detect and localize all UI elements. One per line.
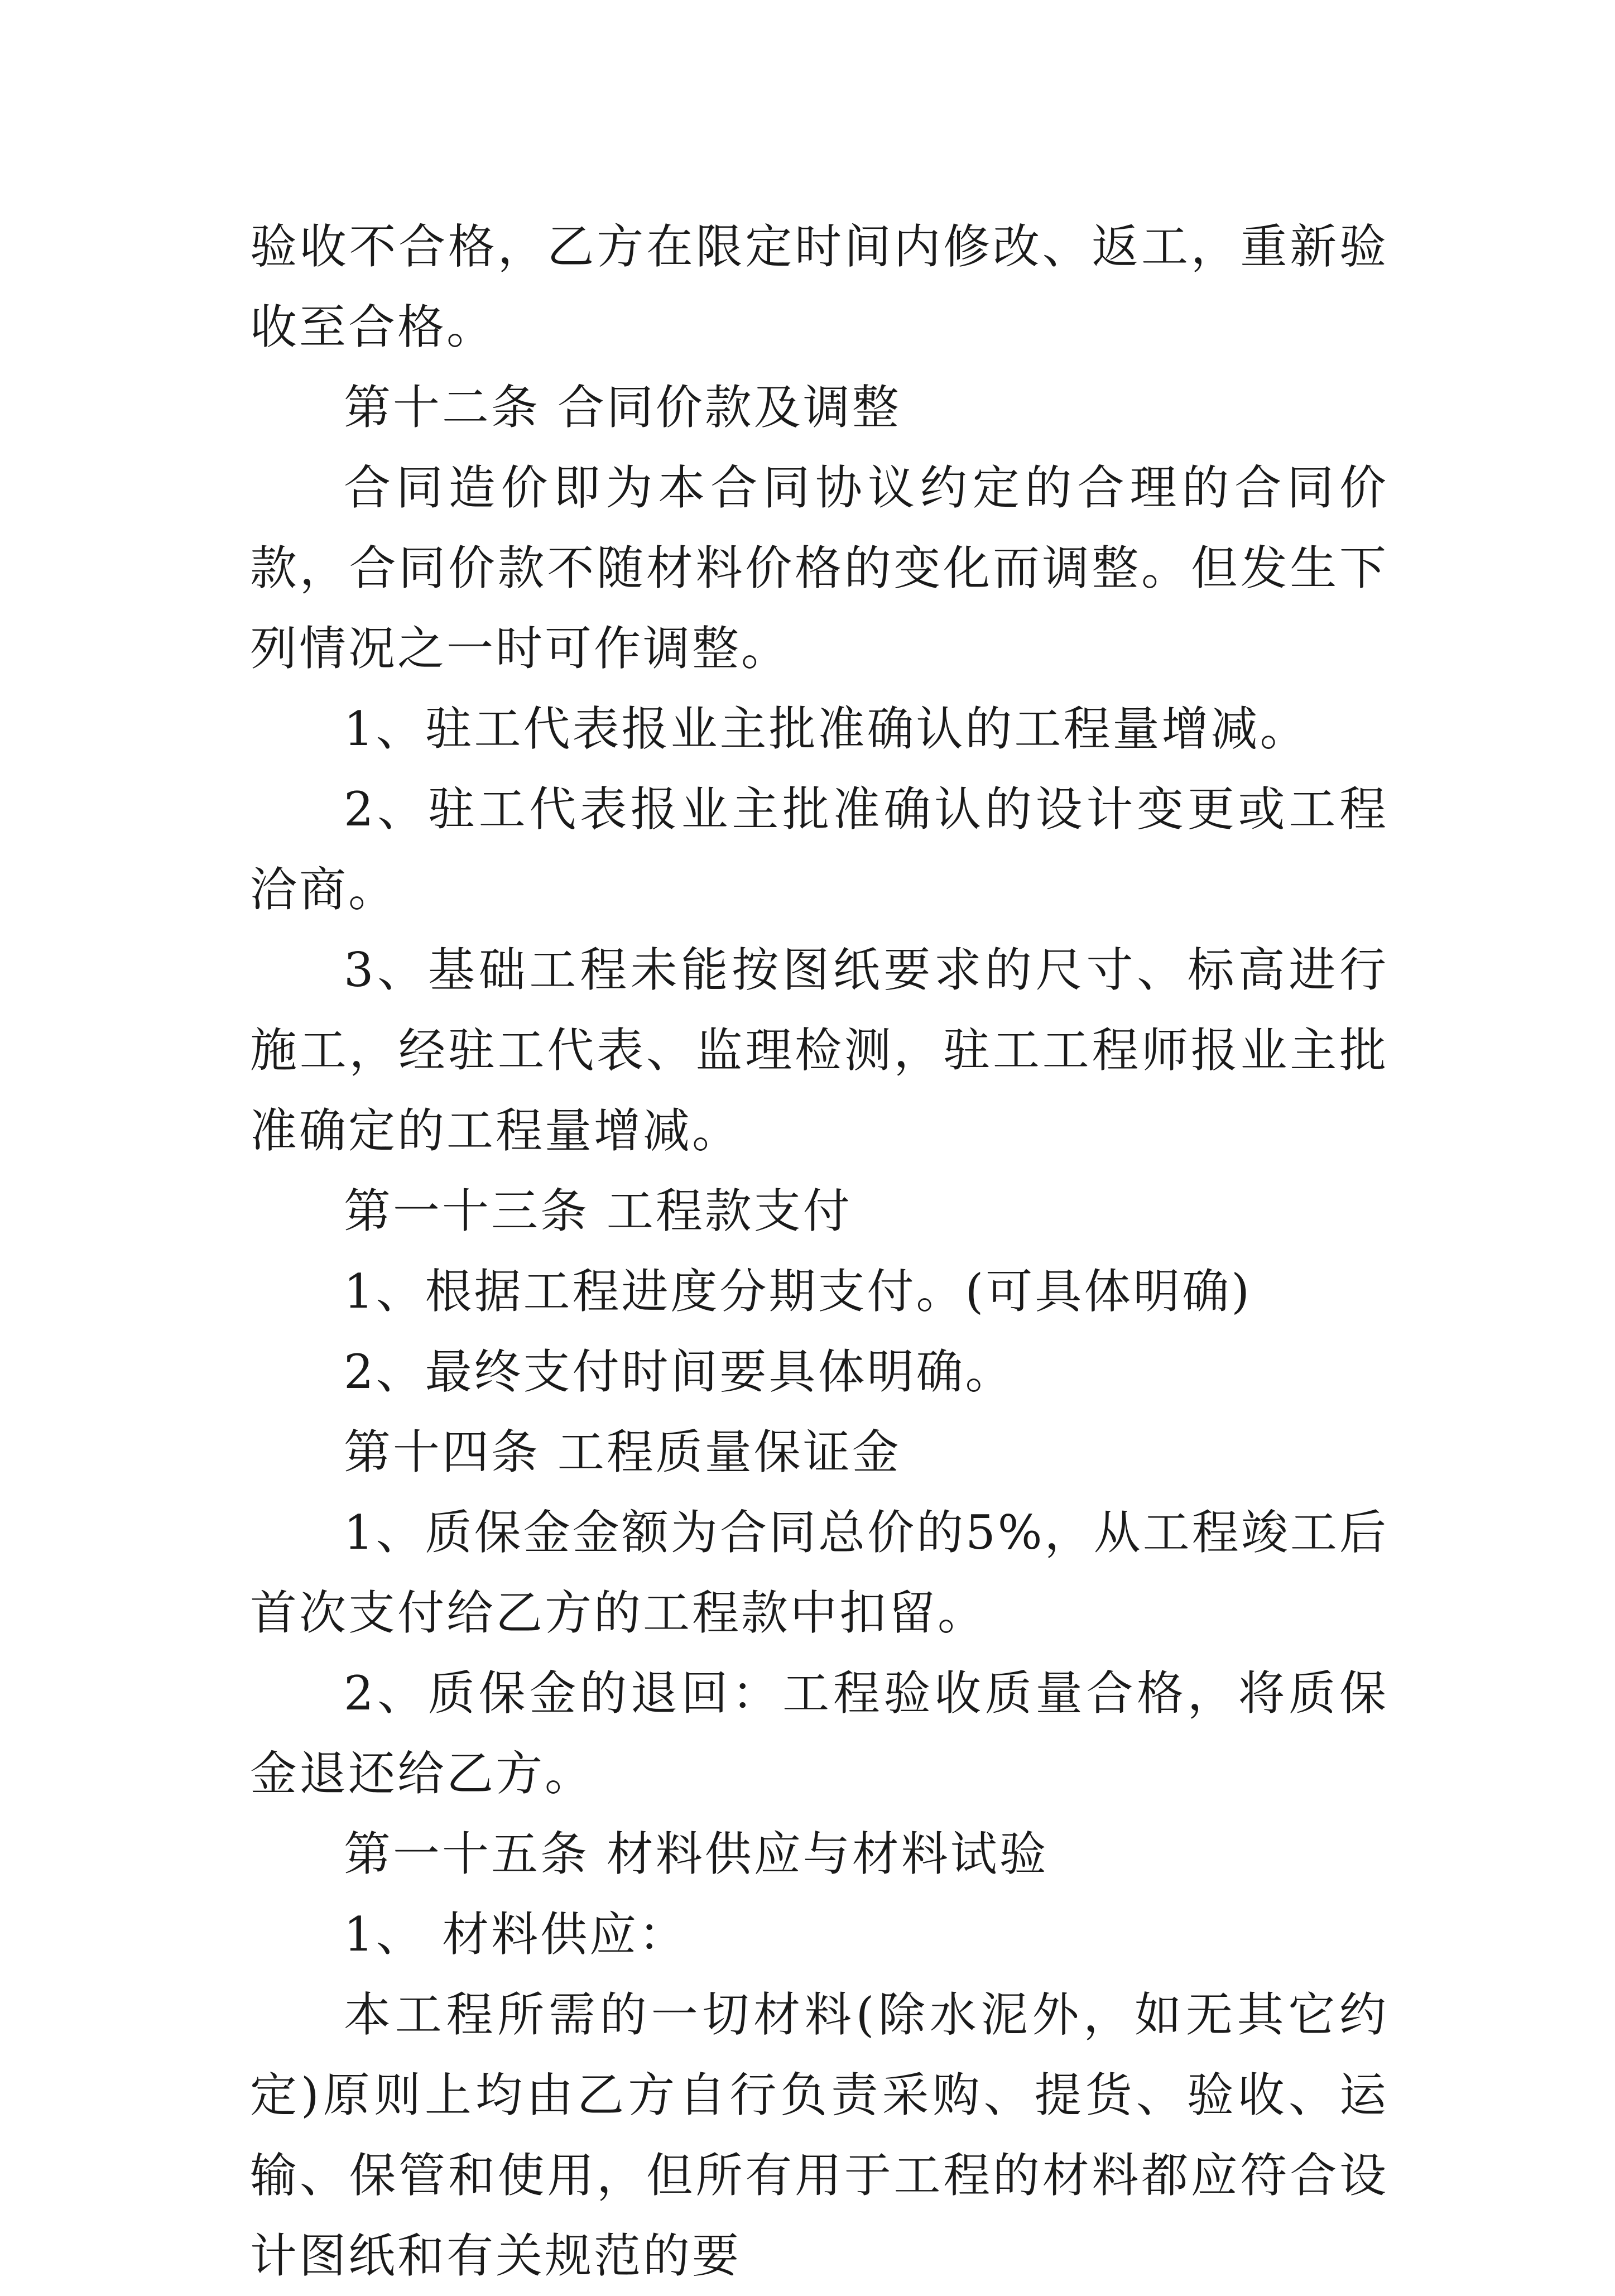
paragraph-continuation: 验收不合格，乙方在限定时间内修改、返工，重新验收至合格。 [250,219,1388,354]
list-item: 1、质保金金额为合同总价的5%，从工程竣工后首次支付给乙方的工程款中扣留。 [250,1505,1388,1640]
list-item: 1、根据工程进度分期支付。(可具体明确) [344,1264,1252,1319]
list-item: 1、驻工代表报业主批准确认的工程量增减。 [344,702,1309,756]
document-body [250,206,1388,2296]
list-item: 2、驻工代表报业主批准确认的设计变更或工程洽商。 [250,782,1388,917]
article-14-heading: 第十四条 工程质量保证金 [344,1425,901,1480]
list-item: 2、最终支付时间要具体明确。 [344,1344,1015,1399]
list-item: 3、基础工程未能按图纸要求的尺寸、标高进行施工，经驻工代表、监理检测，驻工工程师报业主批准确定的工程量增减。 [250,943,1388,1158]
list-item: 1、 材料供应： [344,1907,688,1962]
paragraph-contract-price: 合同造价即为本合同协议约定的合理的合同价款，合同价款不随材料价格的变化而调整。但发生下列情况之一时可作调整。 [250,460,1388,676]
list-item: 2、质保金的退回：工程验收质量合格，将质保金退还给乙方。 [250,1666,1388,1801]
article-13-heading: 第一十三条 工程款支付 [344,1184,852,1238]
article-15-heading: 第一十五条 材料供应与材料试验 [344,1827,1049,1881]
paragraph-material-supply: 本工程所需的一切材料(除水泥外，如无其它约定)原则上均由乙方自行负责采购、提货、验收、运输、保管和使用，但所有用于工程的材料都应符合设计图纸和有关规范的要 [250,1987,1388,2283]
article-12-heading: 第十二条 合同价款及调整 [344,380,901,435]
